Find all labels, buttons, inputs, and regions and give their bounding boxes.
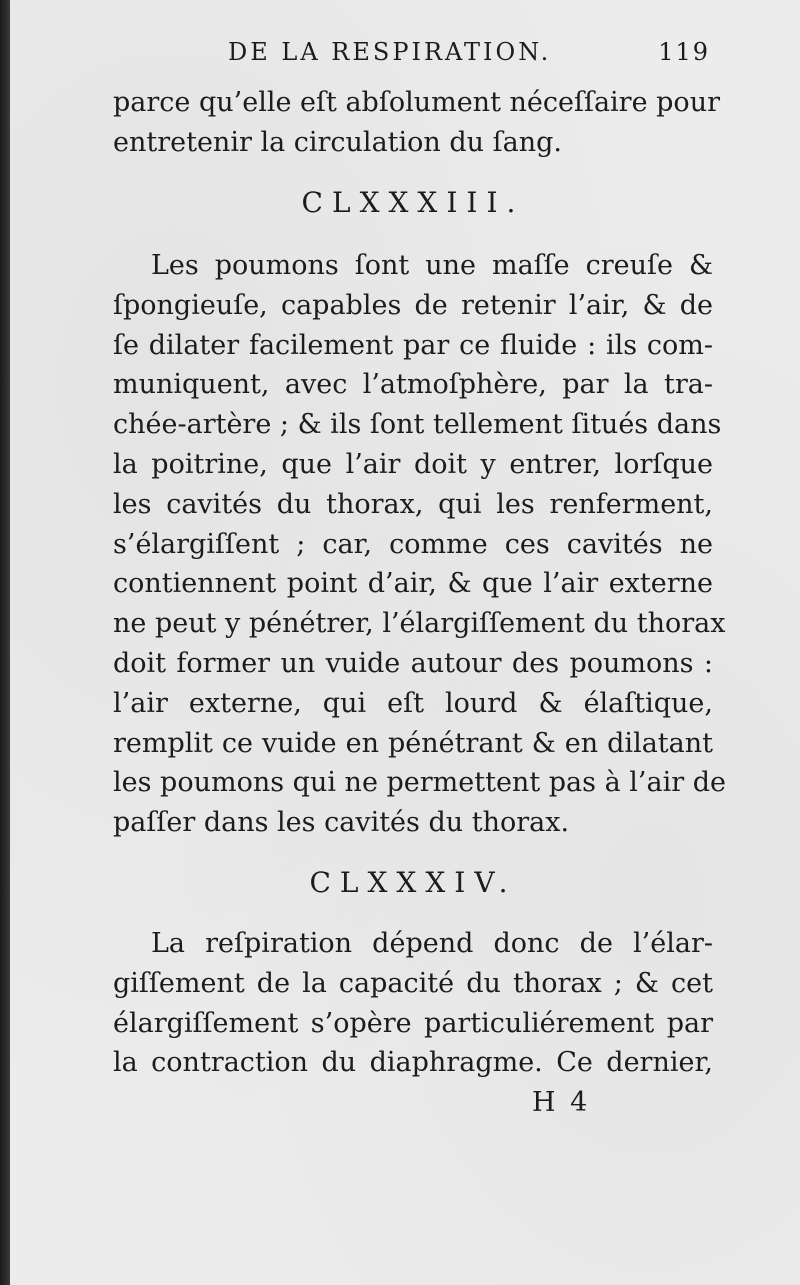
section-heading-183: CLXXXIII. bbox=[301, 186, 525, 219]
section-heading-184: CLXXXIV. bbox=[309, 866, 517, 899]
text-line: giſſement de la capacité du thorax ; & cet bbox=[113, 967, 713, 999]
text-line: doit former un vuide autour des poumons : bbox=[113, 647, 713, 679]
text-line: remplit ce vuide en pénétrant & en dilatant bbox=[113, 727, 713, 759]
signature-mark: H 4 bbox=[532, 1087, 591, 1118]
text-line: contiennent point d’air, & que l’air externe bbox=[113, 568, 713, 600]
text-line: ſpongieuſe, capables de retenir l’air, & de bbox=[113, 289, 713, 321]
text-line: La reſpiration dépend donc de l’élar- bbox=[151, 928, 713, 959]
text-line: les cavités du thorax, qui les renferment, bbox=[113, 488, 713, 520]
text-line: s’élargiſſent ; car, comme ces cavités ne bbox=[113, 528, 713, 560]
text-line: la contraction du diaphragme. Ce dernier, bbox=[113, 1047, 713, 1079]
book-page bbox=[10, 0, 800, 1285]
running-head: DE LA RESPIRATION. bbox=[228, 38, 552, 66]
text-line: l’air externe, qui eſt lourd & élaſtique, bbox=[113, 687, 713, 719]
text-line: chée-artère ; & ils ſont tellement ſitués dans bbox=[113, 409, 722, 441]
text-line: ſe dilater facilement par ce fluide : ils com- bbox=[113, 329, 713, 361]
text-line: les poumons qui ne permettent pas à l’air de bbox=[113, 767, 726, 799]
text-line: la poitrine, que l’air doit y entrer, lorſque bbox=[113, 448, 713, 480]
text-line: paſſer dans les cavités du thorax. bbox=[113, 807, 570, 839]
text-line: élargiſſement s’opère particuliérement par bbox=[113, 1007, 713, 1039]
text-line: ne peut y pénétrer, l’élargiſſement du thorax bbox=[113, 608, 726, 640]
paragraph-183 bbox=[113, 246, 726, 843]
page-gutter-shadow bbox=[0, 0, 10, 1285]
text-line: parce qu’elle eſt abſolument néceſſaire pour bbox=[113, 87, 720, 118]
paragraph-continuation bbox=[113, 83, 720, 163]
paragraph-184 bbox=[113, 924, 713, 1083]
page-header bbox=[228, 38, 710, 78]
text-line: muniquent, avec l’atmoſphère, par la tra- bbox=[113, 369, 713, 401]
page-number: 119 bbox=[658, 38, 710, 66]
text-line: entretenir la circulation du ſang. bbox=[113, 126, 562, 158]
text-line: Les poumons ſont une maſſe creuſe & bbox=[151, 250, 713, 281]
